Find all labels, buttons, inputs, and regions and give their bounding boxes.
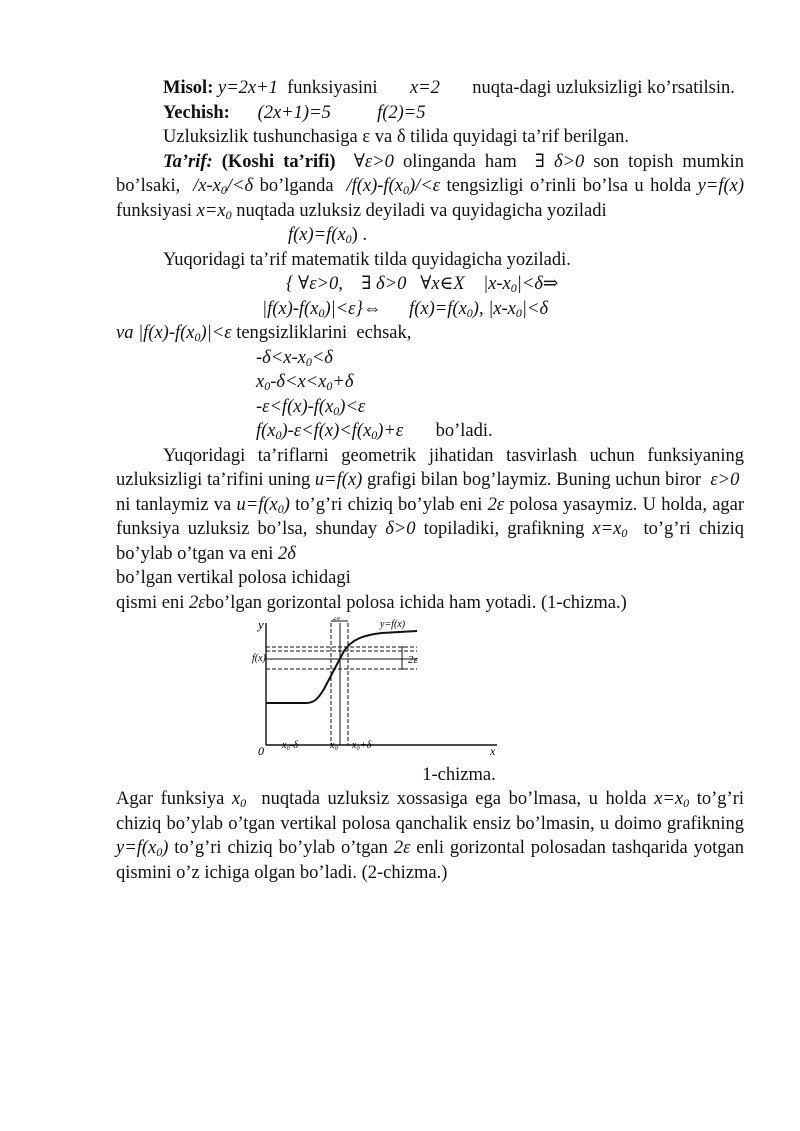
example-point: x=2 — [409, 78, 440, 98]
solution-line — [116, 101, 744, 126]
continuity-graph — [252, 617, 502, 757]
definition-label: Ta’rif: — [163, 151, 213, 172]
math-line-2: $|f(x)-f(x_0)|<\varepsilon\}\Leftrightarrow$ $f(x)=f(x_0)$, $|x-x_0|<\delta$ — [262, 298, 549, 320]
def-func: y=f(x) — [697, 176, 744, 196]
curve-label: y=f(x) — [380, 619, 406, 630]
solution-expr-1: (2x+1)=5 — [257, 102, 331, 123]
definition-paragraph — [116, 150, 744, 224]
def-text-d: son topish mumkin bo’lsaki, — [116, 151, 745, 196]
figure-1 — [116, 617, 744, 757]
def-text-f: bo’lganda — [259, 176, 334, 196]
inequality-3: $-\varepsilon<f(x)-f(x_0)<\varepsilon$ — [256, 396, 366, 418]
def-abs-x: $/x-x_0/<\delta$ — [193, 176, 254, 197]
def-delta: ∃ δ>0 — [534, 151, 585, 172]
x0-plus-delta-label: x₀+δ — [352, 740, 372, 751]
geometric-line-3: qismi eni 2εbo’lgan gorizontal polosa ichida ham yotadi. (1-chizma.) — [116, 592, 627, 613]
example-text: funksiyasini — [287, 78, 378, 98]
example-paragraph — [116, 76, 744, 101]
two-eps-label: 2ε — [408, 654, 418, 666]
def-text-j: funksiyasi — [116, 200, 193, 221]
origin-label: 0 — [258, 744, 264, 757]
x0-minus-delta-label: x₀-δ — [282, 740, 298, 751]
formula-main: $f(x)=f(x_0)$ . — [288, 225, 368, 246]
x0-label: x₀ — [330, 740, 338, 751]
y-axis-label: y — [258, 617, 264, 632]
definition-name: (Koshi ta’rifi) — [221, 151, 336, 172]
def-abs-f: $/f(x)-f(x_0)/<\varepsilon$ — [346, 176, 441, 197]
figure-caption: 1-chizma. — [422, 765, 496, 785]
document-page — [116, 76, 744, 885]
math-line-1: { ∀ε>0, ∃ δ>0 ∀x∈X $|x-x_0|<\delta\Rightarrow$ — [286, 274, 559, 295]
function-curve — [266, 631, 417, 703]
def-text-h: tengsizligi o’rinli bo’lsa u holda — [446, 176, 692, 196]
solution-expr-2: f(2)=5 — [377, 102, 426, 123]
final-paragraph: Agar funksiya $x_0$ nuqtada uzluksiz xossasiga ega bo’lmasa, u holda $x=x_0$ to’g’ri chiziq bo’ylab o’tgan vertikal polosa qanchalik ensiz bo’lmasin, u doimo grafikning $y=f(x_0)$ to’g’ri chiziq bo’ylab o’tgan 2ε enli gorizontal polosadan tashqarida yotgan qismini o’z ichiga olgan bo’ladi. (2-chizma.) — [116, 789, 745, 883]
inequality-1: $-\delta<x-x_0<\delta$ — [256, 347, 333, 369]
fx0-label: f(x) — [252, 653, 266, 664]
def-text-l: nuqtada uzluksiz deyiladi va quyidagicha yoziladi — [236, 200, 607, 221]
solution-label: Yechish: — [163, 102, 230, 123]
two-delta-label: 2δ — [333, 617, 340, 622]
x-axis-label: x — [490, 744, 496, 757]
geometric-line-2: bo’lgan vertikal polosa ichidagi — [116, 568, 351, 588]
example-text-2: nuqta-dagi uzluksizligi ko’rsatilsin. — [472, 78, 735, 98]
def-eps: ∀ε>0 — [353, 151, 394, 172]
def-text-b: olinganda ham — [402, 151, 517, 172]
example-label: Misol: — [163, 78, 214, 98]
va-line: va $|f(x)-f(x_0)|<\varepsilon$ tengsizliklarini echsak, — [116, 323, 412, 344]
inequality-2: $x_0-\delta<x<x_0+\delta$ — [256, 372, 354, 393]
def-point: $x=x_0$ — [196, 200, 232, 222]
example-function: y=2x+1 — [217, 78, 278, 98]
inequality-4: $f(x_0)-\varepsilon<f(x)<f(x_0)+\varepsilon$ bo’ladi. — [256, 421, 493, 442]
geometric-paragraph: Yuqoridagi ta’riflarni geometrik jihatidan tasvirlash uchun funksiyaning uzluksizligi ta’rifini uning u=f(x) grafigi bilan bog’laymiz. Buning uchun biror ε>0 ni tanlaymiz va $u=f(x_0)$ to’g’ri chiziq bo’ylab eni 2ε polosa yasaymiz. U holda, agar funksiya uzluksiz bo’lsa, shunday δ>0 topiladiki, grafikning $x=x_0$ to’g’ri chiziq bo’ylab o’tgan va eni 2δ — [116, 445, 745, 564]
intro-line: Uzluksizlik tushunchasiga ε va δ tilida quyidagi ta’rif berilgan. — [163, 127, 630, 147]
math-intro: Yuqoridagi ta’rif matematik tilda quyidagicha yoziladi. — [163, 249, 571, 270]
